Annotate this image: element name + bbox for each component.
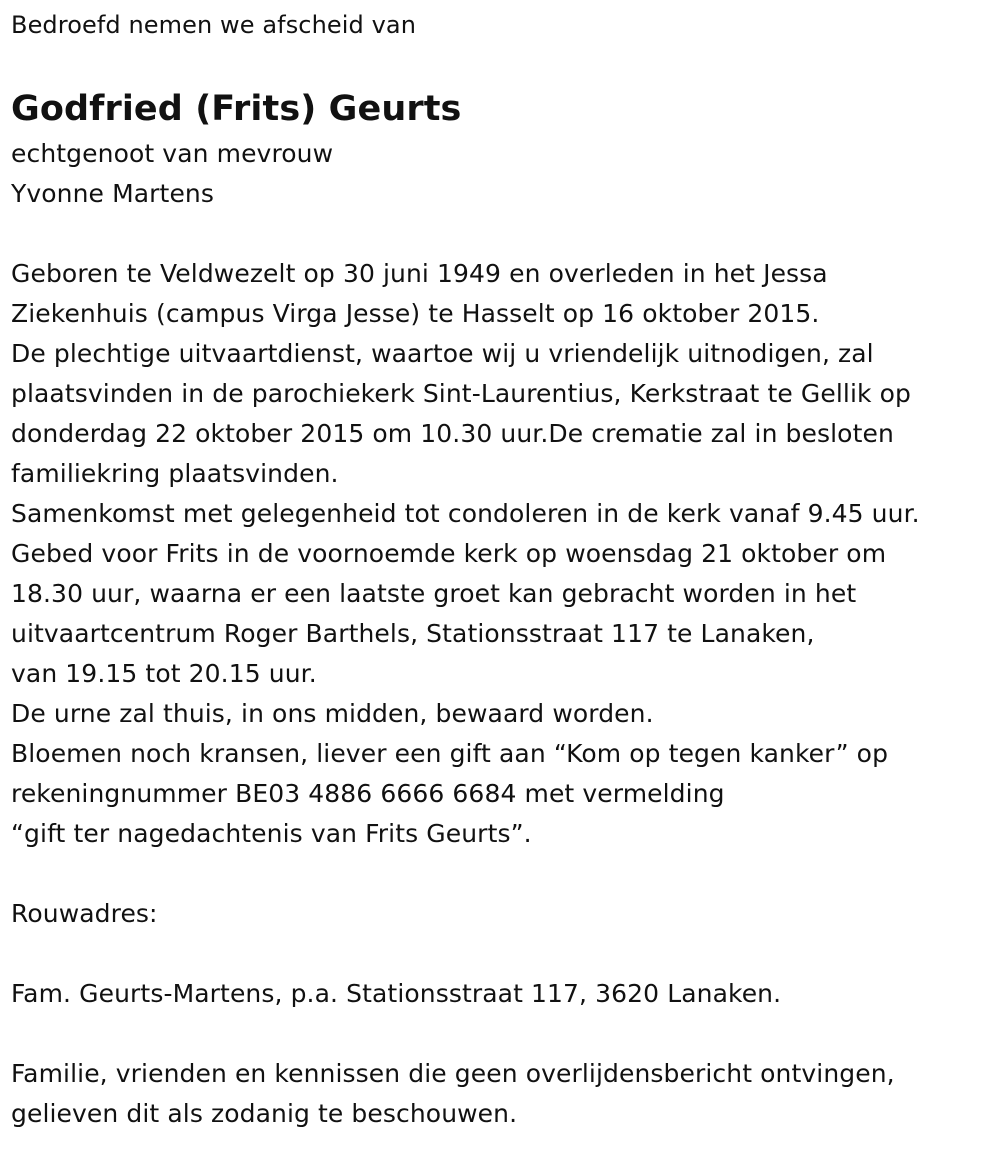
body-line: van 19.15 tot 20.15 uur. — [11, 659, 317, 688]
spouse-line: echtgenoot van mevrouw — [11, 139, 334, 168]
closing-line: gelieven dit als zodanig te beschouwen. — [11, 1099, 518, 1128]
body-line: familiekring plaatsvinden. — [11, 459, 339, 488]
body-line: Gebed voor Frits in de voornoemde kerk op woensdag 21 oktober om — [11, 539, 887, 568]
body-line: donderdag 22 oktober 2015 om 10.30 uur.De crematie zal in besloten — [11, 419, 894, 448]
body-line: De plechtige uitvaartdienst, waartoe wij u vriendelijk uitnodigen, zal — [11, 339, 874, 368]
body-line: 18.30 uur, waarna er een laatste groet kan gebracht worden in het — [11, 579, 857, 608]
body-line: uitvaartcentrum Roger Barthels, Stationsstraat 117 te Lanaken, — [11, 619, 815, 648]
spacer — [11, 934, 991, 974]
spacer — [11, 1014, 991, 1054]
body-line: rekeningnummer BE03 4886 6666 6684 met vermelding — [11, 779, 725, 808]
closing-line: Familie, vrienden en kennissen die geen overlijdensbericht ontvingen, — [11, 1059, 895, 1088]
obituary-notice — [11, 6, 991, 1134]
body-line: Ziekenhuis (campus Virga Jesse) te Hasselt op 16 oktober 2015. — [11, 299, 820, 328]
body-line: Geboren te Veldwezelt op 30 juni 1949 en overleden in het Jessa — [11, 259, 828, 288]
spacer — [11, 214, 991, 254]
mourning-address: Fam. Geurts-Martens, p.a. Stationsstraat 117, 3620 Lanaken. — [11, 979, 782, 1008]
spacer — [11, 854, 991, 894]
deceased-name: Godfried (Frits) Geurts — [11, 89, 462, 129]
address-label: Rouwadres: — [11, 899, 158, 928]
spouse-name: Yvonne Martens — [11, 179, 214, 208]
body-line: Samenkomst met gelegenheid tot condoleren in de kerk vanaf 9.45 uur. — [11, 499, 920, 528]
body-line: plaatsvinden in de parochiekerk Sint-Laurentius, Kerkstraat te Gellik op — [11, 379, 911, 408]
intro-line: Bedroefd nemen we afscheid van — [11, 11, 417, 39]
notice-body — [11, 254, 991, 854]
body-line: “gift ter nagedachtenis van Frits Geurts”. — [11, 819, 532, 848]
body-line: De urne zal thuis, in ons midden, bewaard worden. — [11, 699, 654, 728]
body-line: Bloemen noch kransen, liever een gift aan “Kom op tegen kanker” op — [11, 739, 889, 768]
